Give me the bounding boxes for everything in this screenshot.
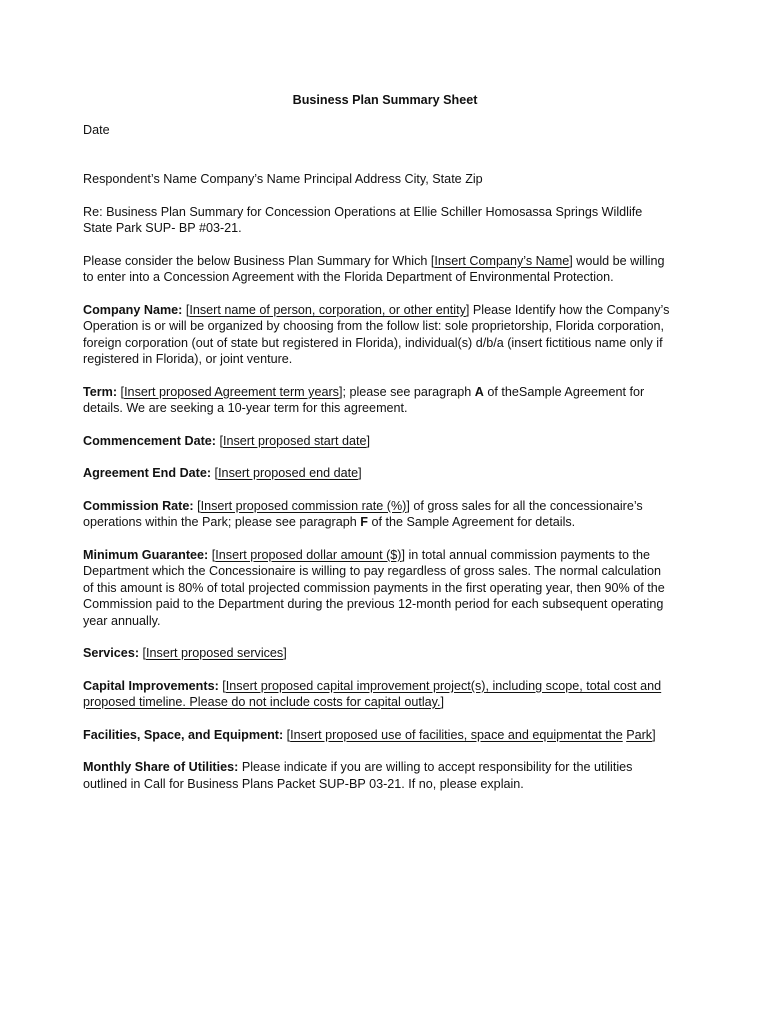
start-date-placeholder[interactable]: Insert proposed start date (222, 433, 367, 448)
company-name-label: Company Name: (83, 302, 183, 317)
facilities-park-placeholder[interactable]: Park (626, 727, 653, 742)
re-line: Re: Business Plan Summary for Concession Operations at Ellie Schiller Homosassa Springs Wildlife State Park SUP- BP #03-21. (83, 204, 643, 235)
commission-label: Commission Rate: (83, 498, 194, 513)
capital-improvements-section (83, 678, 673, 711)
term-after-text: of theSample Agreement for details. We are seeking a 10-year term for this agreement. (83, 384, 645, 415)
end-date-open: [ (211, 466, 219, 480)
commission-rate-placeholder[interactable]: Insert proposed commission rate (%) (200, 498, 407, 513)
end-date-placeholder[interactable]: Insert proposed end date (218, 466, 359, 480)
commission-middle-text: ] of gross sales for all the concessionaire’s operations within the Park; please see paragraph (83, 498, 643, 529)
company-name-section (83, 302, 673, 368)
facilities-close: ] (652, 727, 656, 742)
services-label: Services: (83, 646, 140, 660)
intro-text-after: ] would be willing to enter into a Concession Agreement with the Florida Department of Environmental Protection. (83, 253, 665, 284)
commencement-open: [ (215, 433, 223, 448)
term-paragraph-ref: A (474, 384, 484, 399)
end-date-label: Agreement End Date: (83, 466, 212, 480)
utilities-text: Please indicate if you are willing to accept responsibility for the utilities outlined in Call for Business Plans Packet SUP-BP 03-21. If no, please explain. (83, 760, 633, 791)
company-name-open: [ (182, 302, 190, 317)
services-open: [ (139, 646, 147, 660)
minimum-open: [ (208, 547, 216, 562)
document-title: Business Plan Summary Sheet (292, 93, 478, 107)
term-open: [ (117, 384, 125, 399)
facilities-section (83, 727, 673, 744)
company-name-text: ] Please Identify how the Company’s Operation is or will be organized by choosing from the follow list: sole proprietorship, Florida corporation, foreign corporation (out of state but registered in Florida), individual(s) d/b/a (insert fictitious name only if registered in Florida), or joint venture. (83, 302, 670, 366)
facilities-open: [ (283, 727, 291, 742)
end-date-section (83, 465, 673, 482)
services-close: ] (283, 646, 287, 660)
intro-text-before: Please consider the below Business Plan Summary for Which [ (83, 253, 435, 268)
end-date-close: ] (358, 466, 362, 480)
capital-improvements-label: Capital Improvements: (83, 678, 219, 693)
minimum-guarantee-label: Minimum Guarantee: (83, 547, 209, 562)
commission-open: [ (193, 498, 201, 513)
commencement-close: ] (366, 433, 370, 448)
intro-paragraph (83, 253, 673, 286)
commission-after-text: of the Sample Agreement for details. (367, 515, 576, 529)
utilities-label: Monthly Share of Utilities: (83, 760, 239, 774)
capital-open: [ (218, 678, 226, 693)
company-entity-placeholder[interactable]: Insert name of person, corporation, or other entity (189, 302, 466, 317)
services-section (83, 645, 673, 662)
facilities-label: Facilities, Space, and Equipment: (83, 727, 284, 742)
utilities-section (83, 759, 673, 792)
document-page (83, 92, 673, 808)
term-middle-text: ]; please see paragraph (338, 384, 475, 399)
capital-close: ] (440, 695, 444, 709)
minimum-guarantee-section (83, 547, 673, 630)
respondent-line: Respondent’s Name Company’s Name Principal Address City, State Zip (83, 172, 483, 186)
term-label: Term: (83, 384, 118, 399)
commission-paragraph-ref: F (360, 515, 368, 529)
commencement-label: Commencement Date: (83, 433, 216, 448)
company-name-placeholder[interactable]: Insert Company’s Name (434, 253, 570, 268)
term-section (83, 384, 673, 417)
commission-section (83, 498, 673, 531)
date-line: Date (83, 122, 110, 137)
capital-improvements-placeholder[interactable]: Insert proposed capital improvement project(s), including scope, total cost and proposed timeline. Please do not include costs for capital outlay. (83, 678, 662, 709)
commencement-section (83, 433, 673, 450)
dollar-amount-placeholder[interactable]: Insert proposed dollar amount ($) (215, 547, 402, 562)
facilities-placeholder[interactable]: Insert proposed use of facilities, space and equipmentat the (290, 727, 623, 742)
minimum-after-text: ] in total annual commission payments to the Department which the Concessionaire is willing to pay regardless of gross sales. The normal calculation of this amount is 80% of total projected commission payments in the first operating year, then 90% of the Commission paid to the Department during the previous 12-month period for each subsequent operating year annually. (83, 547, 665, 628)
term-years-placeholder[interactable]: Insert proposed Agreement term years (124, 384, 339, 399)
services-placeholder[interactable]: Insert proposed services (146, 646, 284, 660)
